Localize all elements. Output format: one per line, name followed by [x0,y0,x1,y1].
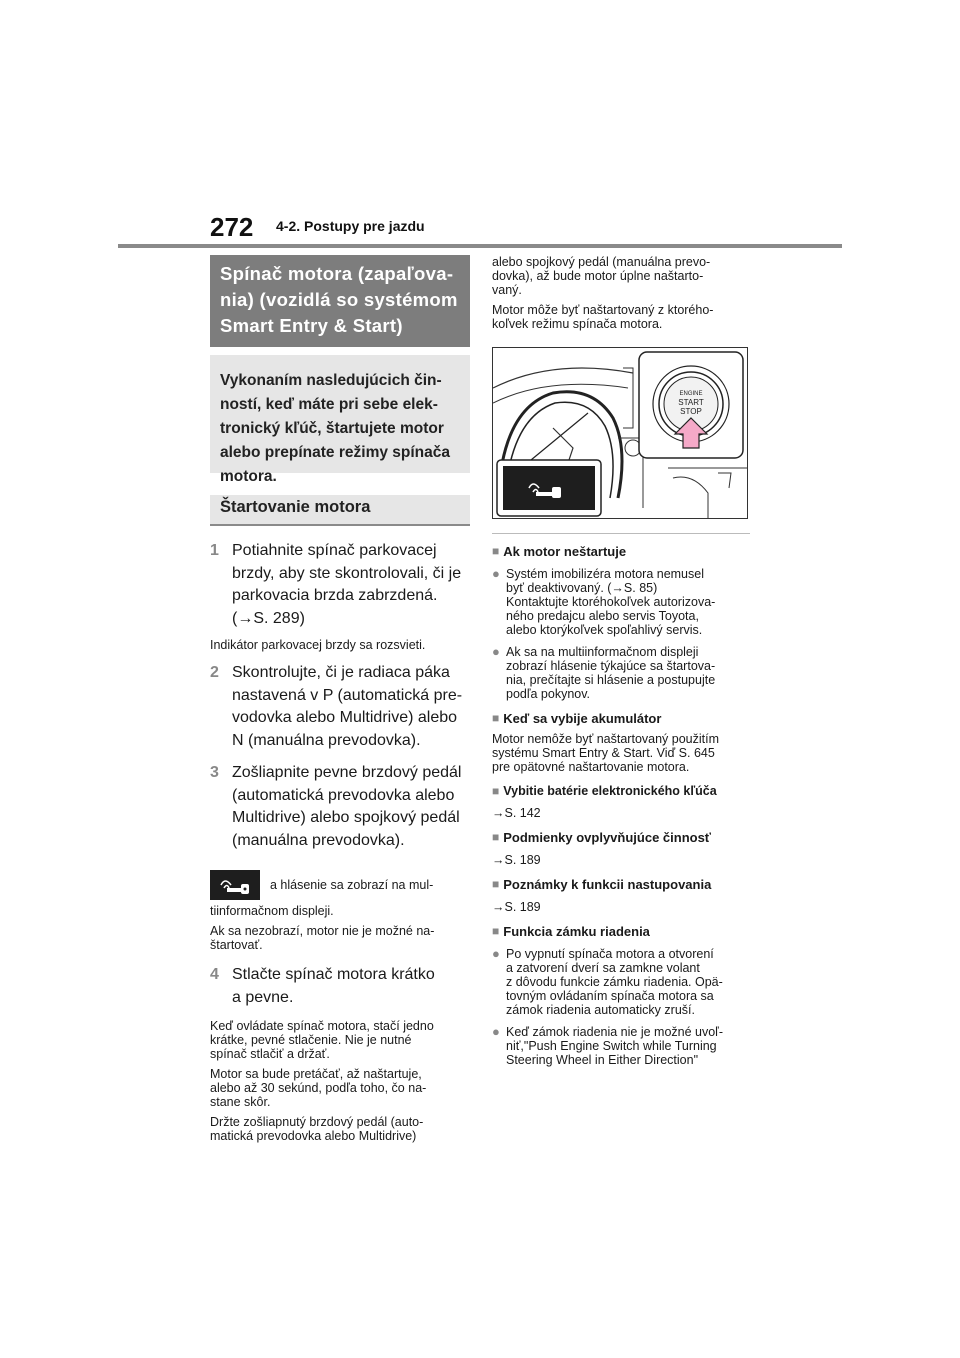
engine-switch-illustration [492,347,748,519]
button-label-stop: STOP [680,407,702,416]
section-engine-not-starting [492,544,750,559]
indicator-row [210,870,470,900]
text-line: alebo ktorýkoľvek spoľahlivý servis. [506,623,703,637]
step-1 [210,540,470,630]
continued-text [492,255,750,297]
chapter-title-line: nia) (vozidlá so systémom [220,289,458,310]
text-line: z dôvodu funkcie zámku riadenia. Opä- [506,975,723,989]
continued-text-2 [492,303,750,331]
note-line: matická prevodovka alebo Multidrive) [210,1129,417,1143]
step-4-note-3 [210,1115,470,1143]
step-line: Stlačte spínač motora krátko [232,966,435,983]
section-battery-discharged [492,711,750,726]
chapter-title-box [210,255,470,347]
step-line: N (manuálna prevodovka). [232,731,421,749]
step-line: (automatická prevodovka alebo [232,786,455,804]
step-line: a pevne. [232,988,294,1006]
section-key-battery [492,784,750,798]
note-line: alebo až 30 sekúnd, podľa toho, čo na- [210,1081,427,1095]
page-reference: →S. 189 [492,900,541,914]
text-line: nia, prečítajte si hlásenie a postupujte [506,673,716,687]
left-column [210,255,470,1143]
text-line: koľvek režimu spínača motora. [492,317,663,331]
text-line: byť deaktivovaný. (→S. 85) [506,581,658,595]
text-line: Keď zámok riadenia nie je možné uvoľ- [506,1025,723,1039]
square-bullet-icon: ■ [492,711,500,725]
intro-line: alebo prepínate režimy spínača [220,444,451,461]
note-line: Ak sa nezobrazí, motor nie je možné na- [210,924,435,938]
note-line: stane skôr. [210,1095,271,1109]
intro-line: motora. [220,468,277,485]
dot-bullet-icon: ● [492,946,500,961]
square-bullet-icon: ■ [492,784,500,798]
section-title: 4-2. Postupy pre jazdu [276,218,425,234]
step-line: nastavená v P (automatická pre- [232,686,463,704]
square-bullet-icon: ■ [492,924,500,938]
text-line: systému Smart Entry & Start. Viď S. 645 [492,746,715,760]
text-line: niť,"Push Engine Switch while Turning [506,1039,717,1053]
step-1-note: Indikátor parkovacej brzdy sa rozsvieti. [210,638,426,652]
page-reference: →S. 189 [492,853,541,867]
step-line: Multidrive) alebo spojkový pedál [232,809,460,826]
right-column [492,255,750,1067]
indicator-note [210,924,470,952]
step-number: 4 [210,966,219,983]
text-line: zámok riadenia automaticky zruší. [506,1003,695,1017]
text-line: vaný. [492,283,522,297]
text-line: Motor nemôže byť naštartovaný použitím [492,732,720,746]
bullet-item [492,645,750,701]
step-4-note-2 [210,1067,470,1109]
step-line: Skontrolujte, či je radiaca páka [232,664,450,681]
dot-bullet-icon: ● [492,566,500,581]
text-line: dovka), až bude motor úplne naštarto- [492,269,704,283]
text-line: alebo spojkový pedál (manuálna prevo- [492,255,711,269]
intro-box [210,355,470,485]
text-line: Ak sa na multiinformačnom displeji [506,645,699,659]
text-line: Po vypnutí spínača motora a otvorení [506,947,714,961]
section-steering-lock [492,924,750,939]
step-number: 1 [210,542,219,559]
text-line: Systém imobilizéra motora nemusel [506,567,704,581]
chapter-title-line: Spínač motora (zapaľova- [220,263,454,284]
text-line: ného predajcu alebo servis Toyota, [506,609,699,623]
section-heading: Keď sa vybije akumulátor [503,711,662,726]
step-4-note-1 [210,1019,470,1061]
section-conditions [492,830,750,845]
note-line: krátke, pevné stlačenie. Nie je nutné [210,1033,412,1047]
step-line: (→S. 289) [232,609,305,627]
step-3 [210,762,470,852]
text-line: Motor môže byť naštartovaný z ktorého- [492,303,714,317]
indicator-text-cont: tiinformačnom displeji. [210,904,334,918]
intro-line: ností, keď máte pri sebe elek- [220,396,438,413]
text-line: podľa pokynov. [506,687,591,701]
step-line: (manuálna prevodovka). [232,831,405,849]
square-bullet-icon: ■ [492,877,500,891]
step-line: Zošliapnite pevne brzdový pedál [232,764,462,781]
step-4 [210,964,470,1009]
text-line: pre opätovné naštartovanie motora. [492,760,690,774]
dot-bullet-icon: ● [492,1024,500,1039]
text-line: a zatvorení dverí sa zamkne volant [506,961,700,975]
subheading-starting-engine: Štartovanie motora [210,495,470,526]
square-bullet-icon: ■ [492,830,500,844]
page-number: 272 [210,212,254,242]
note-line: Držte zošliapnutý brzdový pedál (auto- [210,1115,424,1129]
text-line: tovným ovládaním spínača motora sa [506,989,714,1003]
illustration-rule [492,533,750,534]
step-line: Potiahnite spínač parkovacej [232,542,437,559]
section-heading: Ak motor neštartuje [503,544,627,559]
bullet-item [492,1025,750,1067]
section-entry-notes [492,877,750,892]
chapter-title-line: Smart Entry & Start) [220,315,403,336]
intro-line: tronický kľúč, štartujete motor [220,420,444,437]
section-text [492,732,750,774]
bullet-item [492,947,750,1017]
note-line: Motor sa bude pretáčať, až naštartuje, [210,1067,422,1081]
note-line: štartovať. [210,938,263,952]
step-line: parkovacia brzda zabrzdená. [232,587,438,604]
note-line: Keď ovládate spínač motora, stačí jedno [210,1019,434,1033]
header-rule [118,244,842,248]
step-number: 3 [210,764,219,781]
step-2 [210,662,470,752]
step-line: vodovka alebo Multidrive) alebo [232,709,458,726]
indicator-text: a hlásenie sa zobrazí na mul- [270,878,434,892]
bullet-item [492,567,750,637]
section-heading: Vybitie batérie elektronického kľúča [503,784,717,798]
intro-line: Vykonaním nasledujúcich čin- [220,372,442,389]
button-label-engine: ENGINE [679,391,703,397]
step-number: 2 [210,664,219,681]
square-bullet-icon: ■ [492,544,500,558]
step-line: brzdy, aby ste skontrolovali, či je [232,564,462,582]
key-indicator-icon [210,870,260,900]
section-heading: Funkcia zámku riadenia [503,924,650,939]
text-line: zobrazí hlásenie týkajúce sa štartova- [506,659,716,673]
page-reference: →S. 142 [492,806,541,820]
dot-bullet-icon: ● [492,644,500,659]
note-line: spínač stlačiť a držať. [210,1047,330,1061]
section-heading: Poznámky k funkcii nastupovania [503,877,712,892]
text-line: Steering Wheel in Either Direction" [506,1053,699,1067]
section-heading: Podmienky ovplyvňujúce činnosť [503,830,712,845]
text-line: Kontaktujte ktoréhokoľvek autorizova- [506,595,716,609]
button-label-start: START [678,398,704,407]
